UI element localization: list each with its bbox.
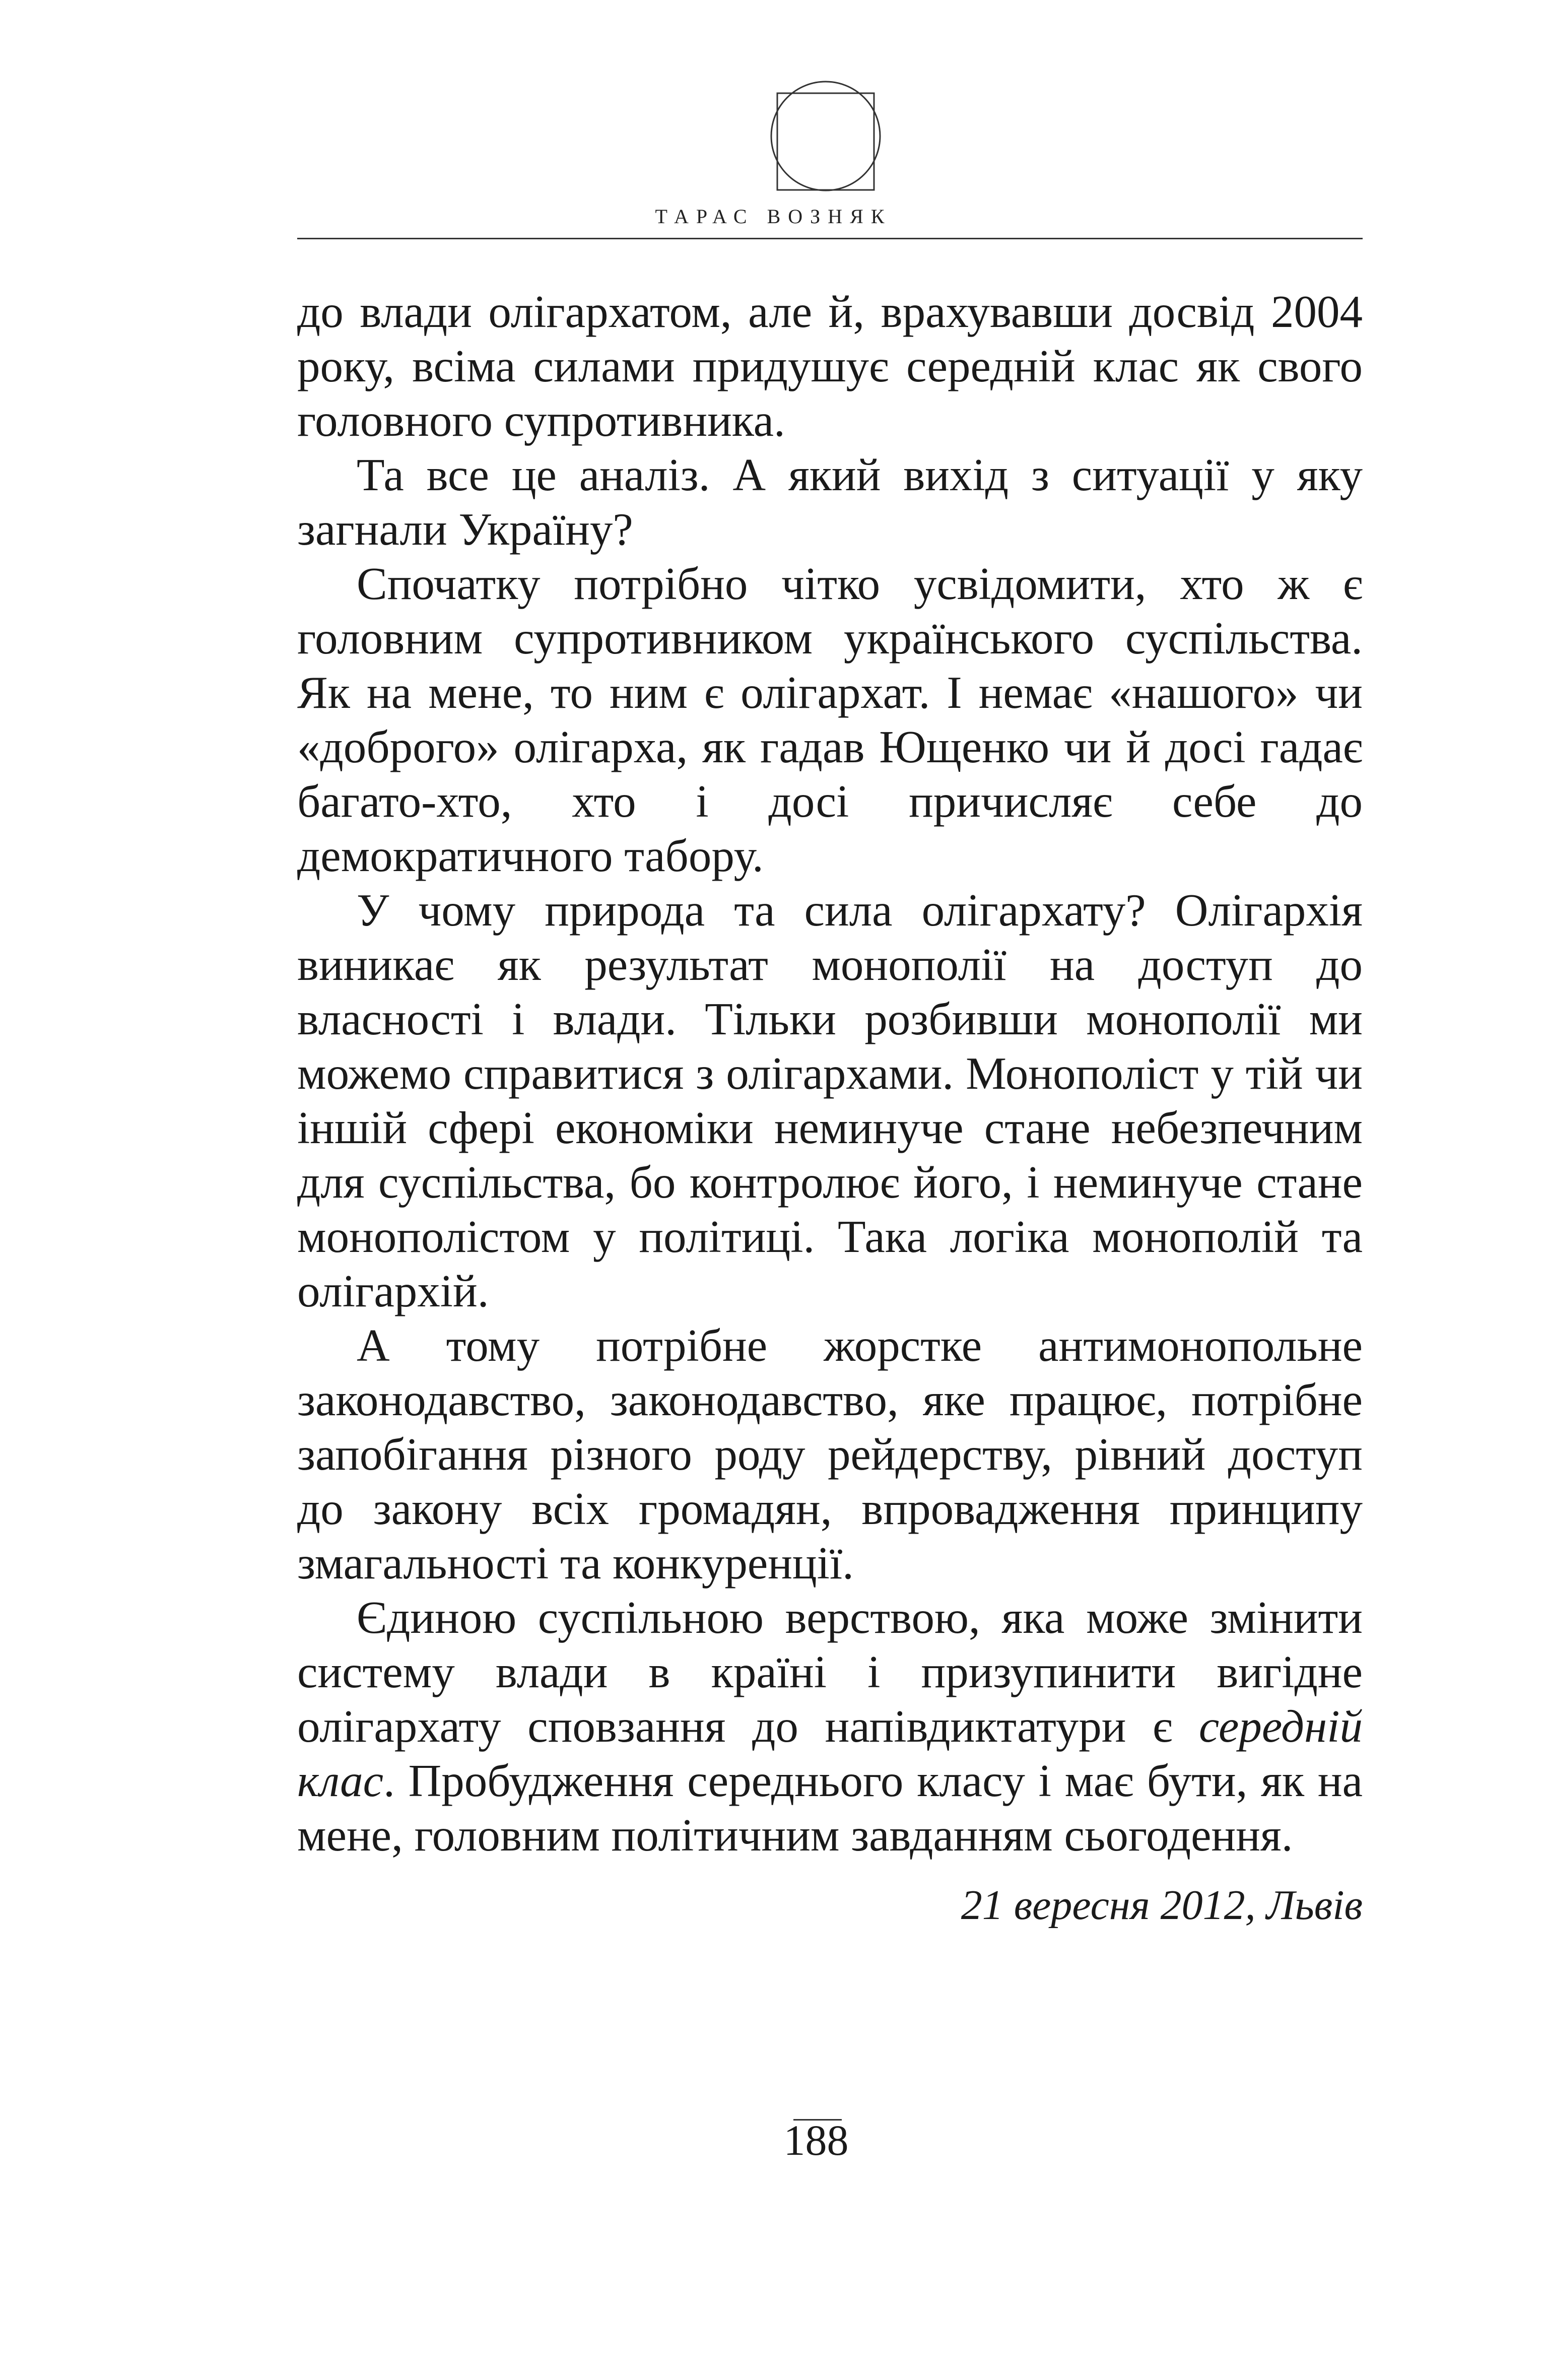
- paragraph-2: Та все це аналіз. А який вихід з ситуації у яку загнали Україну?: [297, 449, 1363, 555]
- paragraph-6: [297, 1591, 1363, 1863]
- header-divider: [297, 238, 1363, 239]
- running-header-author: ТАРАС ВОЗНЯК: [655, 205, 892, 228]
- paragraph-6-emphasis: середній клас: [297, 1701, 1363, 1806]
- paragraph-6-text-end: . Пробудження середнього класу і має бути, як на мене, головним політичним завданням сьогодення.: [297, 1755, 1363, 1861]
- paragraph-5: А тому потрібне жорстке антимонопольне законодавство, законодавство, яке працює, потрібне запобігання різного роду рейдерству, рівний доступ до закону всіх громадян, впровадження принципу змагальності та конкуренції.: [297, 1320, 1363, 1589]
- paragraph-6-text-start: Єдиною суспільною верствою, яка може змінити систему влади в країні і призупинити вигідне олігархату сповзання до напівдиктатури є: [297, 1592, 1363, 1752]
- paragraph-1: до влади олігархатом, але й, врахувавши досвід 2004 року, всіма силами придушує середній клас як свого головного супротивника.: [297, 286, 1363, 446]
- page-number: 188: [783, 2116, 849, 2164]
- circle-square-emblem-icon: [769, 71, 883, 202]
- paragraph-4: У чому природа та сила олігархату? Олігархія виникає як результат монополії на доступ до власності і влади. Тільки розбивши монополії ми можемо справитися з олігархами. Монополіст у тій чи іншій сфері економіки неминуче стане небезпечним для суспільства, бо контролює його, і неминуче стане монополістом у політиці. Така логіка монополій та олігархій.: [297, 885, 1363, 1316]
- main-text: [297, 285, 1363, 1863]
- date-place-signature: 21 вересня 2012, Львів: [961, 1882, 1363, 1929]
- paragraph-3: Спочатку потрібно чітко усвідомити, хто ж є головним супротивником українського суспільства. Як на мене, то ним є олігархат. І немає «нашого» чи «доброго» олігарха, як гадав Ющенко чи й досі гадає багато-хто, хто і досі причисляє себе до демократичного табору.: [297, 558, 1363, 881]
